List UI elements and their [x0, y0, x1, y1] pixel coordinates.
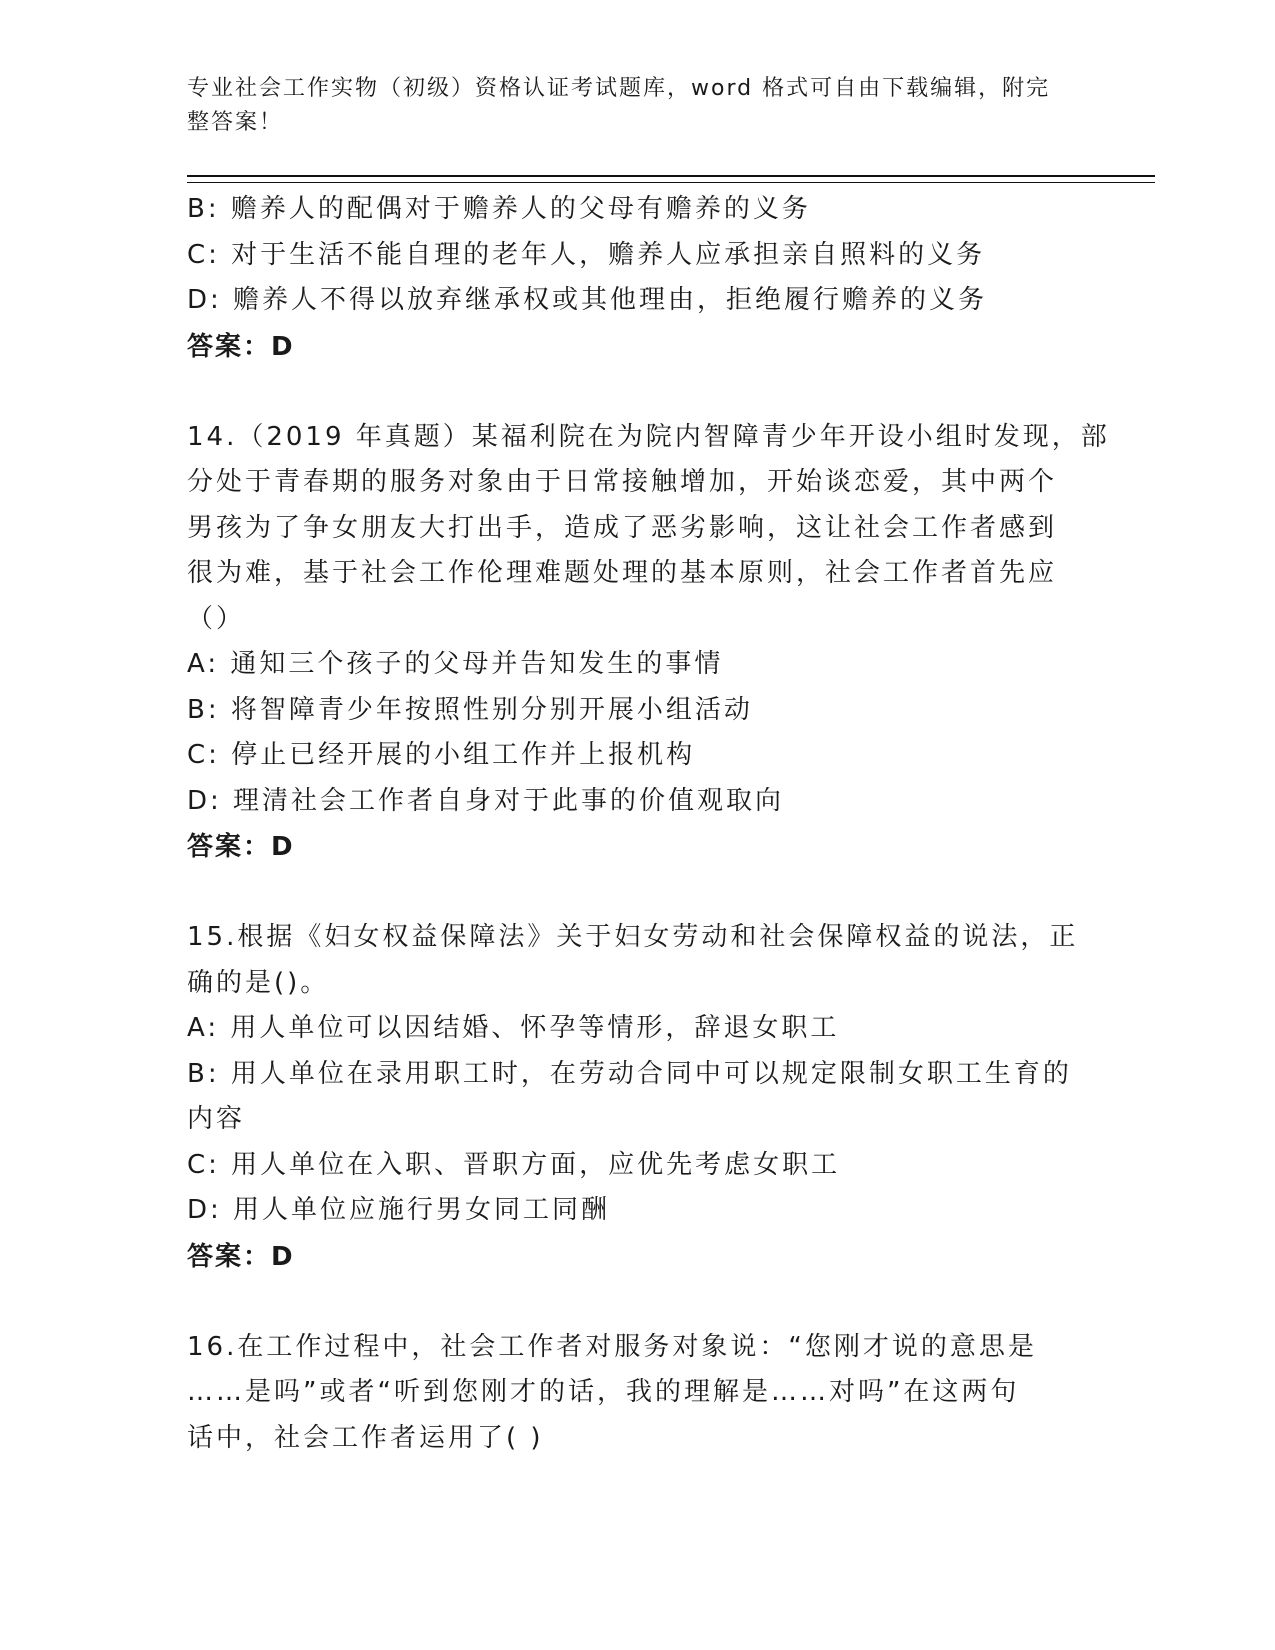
spacer	[187, 1280, 1087, 1325]
header-divider-thin	[187, 182, 1155, 183]
answer: 答案：D	[187, 1241, 295, 1272]
answer: 答案：D	[187, 331, 295, 362]
question-text-line: 男孩为了争女朋友大打出手，造成了恶劣影响，这让社会工作者感到	[187, 512, 1058, 543]
option-d: D: 赡养人不得以放弃继承权或其他理由，拒绝履行赡养的义务	[187, 285, 988, 315]
option-c: C: 用人单位在入职、晋职方面，应优先考虑女职工	[187, 1149, 841, 1180]
spacer	[187, 370, 1087, 415]
question-16	[187, 1325, 1087, 1462]
question-text-line: 14.（2019 年真题）某福利院在为院内智障青少年开设小组时发现，部	[187, 421, 1110, 452]
question-text-line: 很为难，基于社会工作伦理难题处理的基本原则，社会工作者首先应	[187, 558, 1058, 588]
option-b: B: 将智障青少年按照性别分别开展小组活动	[187, 694, 753, 725]
option-d: D: 用人单位应施行男女同工同酬	[187, 1195, 611, 1225]
question-text-line: ……是吗”或者“听到您刚才的话，我的理解是……对吗”在这两句	[187, 1377, 1020, 1407]
question-text-line: 16.在工作过程中，社会工作者对服务对象说：“您刚才说的意思是	[187, 1331, 1037, 1362]
header-line-2: 整答案！	[187, 110, 284, 135]
answer: 答案：D	[187, 832, 295, 862]
option-a: A: 用人单位可以因结婚、怀孕等情形，辞退女职工	[187, 1013, 840, 1043]
header-line-1: 专业社会工作实物（初级）资格认证考试题库，word 格式可自由下载编辑，附完	[187, 76, 1051, 101]
option-d: D: 理清社会工作者自身对于此事的价值观取向	[187, 785, 785, 816]
header-divider-thick	[187, 175, 1155, 177]
option-b: B: 赡养人的配偶对于赡养人的父母有赡养的义务	[187, 194, 811, 224]
question-text-line: 话中，社会工作者运用了( )	[187, 1422, 544, 1453]
question-text-line: 分处于青春期的服务对象由于日常接触增加，开始谈恋爱，其中两个	[187, 467, 1058, 497]
option-c: C: 停止已经开展的小组工作并上报机构	[187, 740, 696, 770]
option-a: A: 通知三个孩子的父母并告知发生的事情	[187, 649, 724, 679]
question-14	[187, 415, 1110, 871]
previous-question-block	[187, 187, 1087, 370]
question-text-line: 15.根据《妇女权益保障法》关于妇女劳动和社会保障权益的说法，正	[187, 922, 1079, 952]
option-b: B: 用人单位在录用职工时，在劳动合同中可以规定限制女职工生育的	[187, 1058, 1072, 1089]
option-b-continued: 内容	[187, 1104, 246, 1134]
question-text-line: 确的是()。	[187, 967, 330, 998]
document-body	[187, 187, 1110, 1461]
question-text-line: （）	[187, 603, 246, 634]
document-header	[187, 72, 1067, 140]
option-c: C: 对于生活不能自理的老年人，赡养人应承担亲自照料的义务	[187, 239, 986, 270]
question-15	[187, 915, 1087, 1280]
spacer	[187, 870, 1087, 915]
